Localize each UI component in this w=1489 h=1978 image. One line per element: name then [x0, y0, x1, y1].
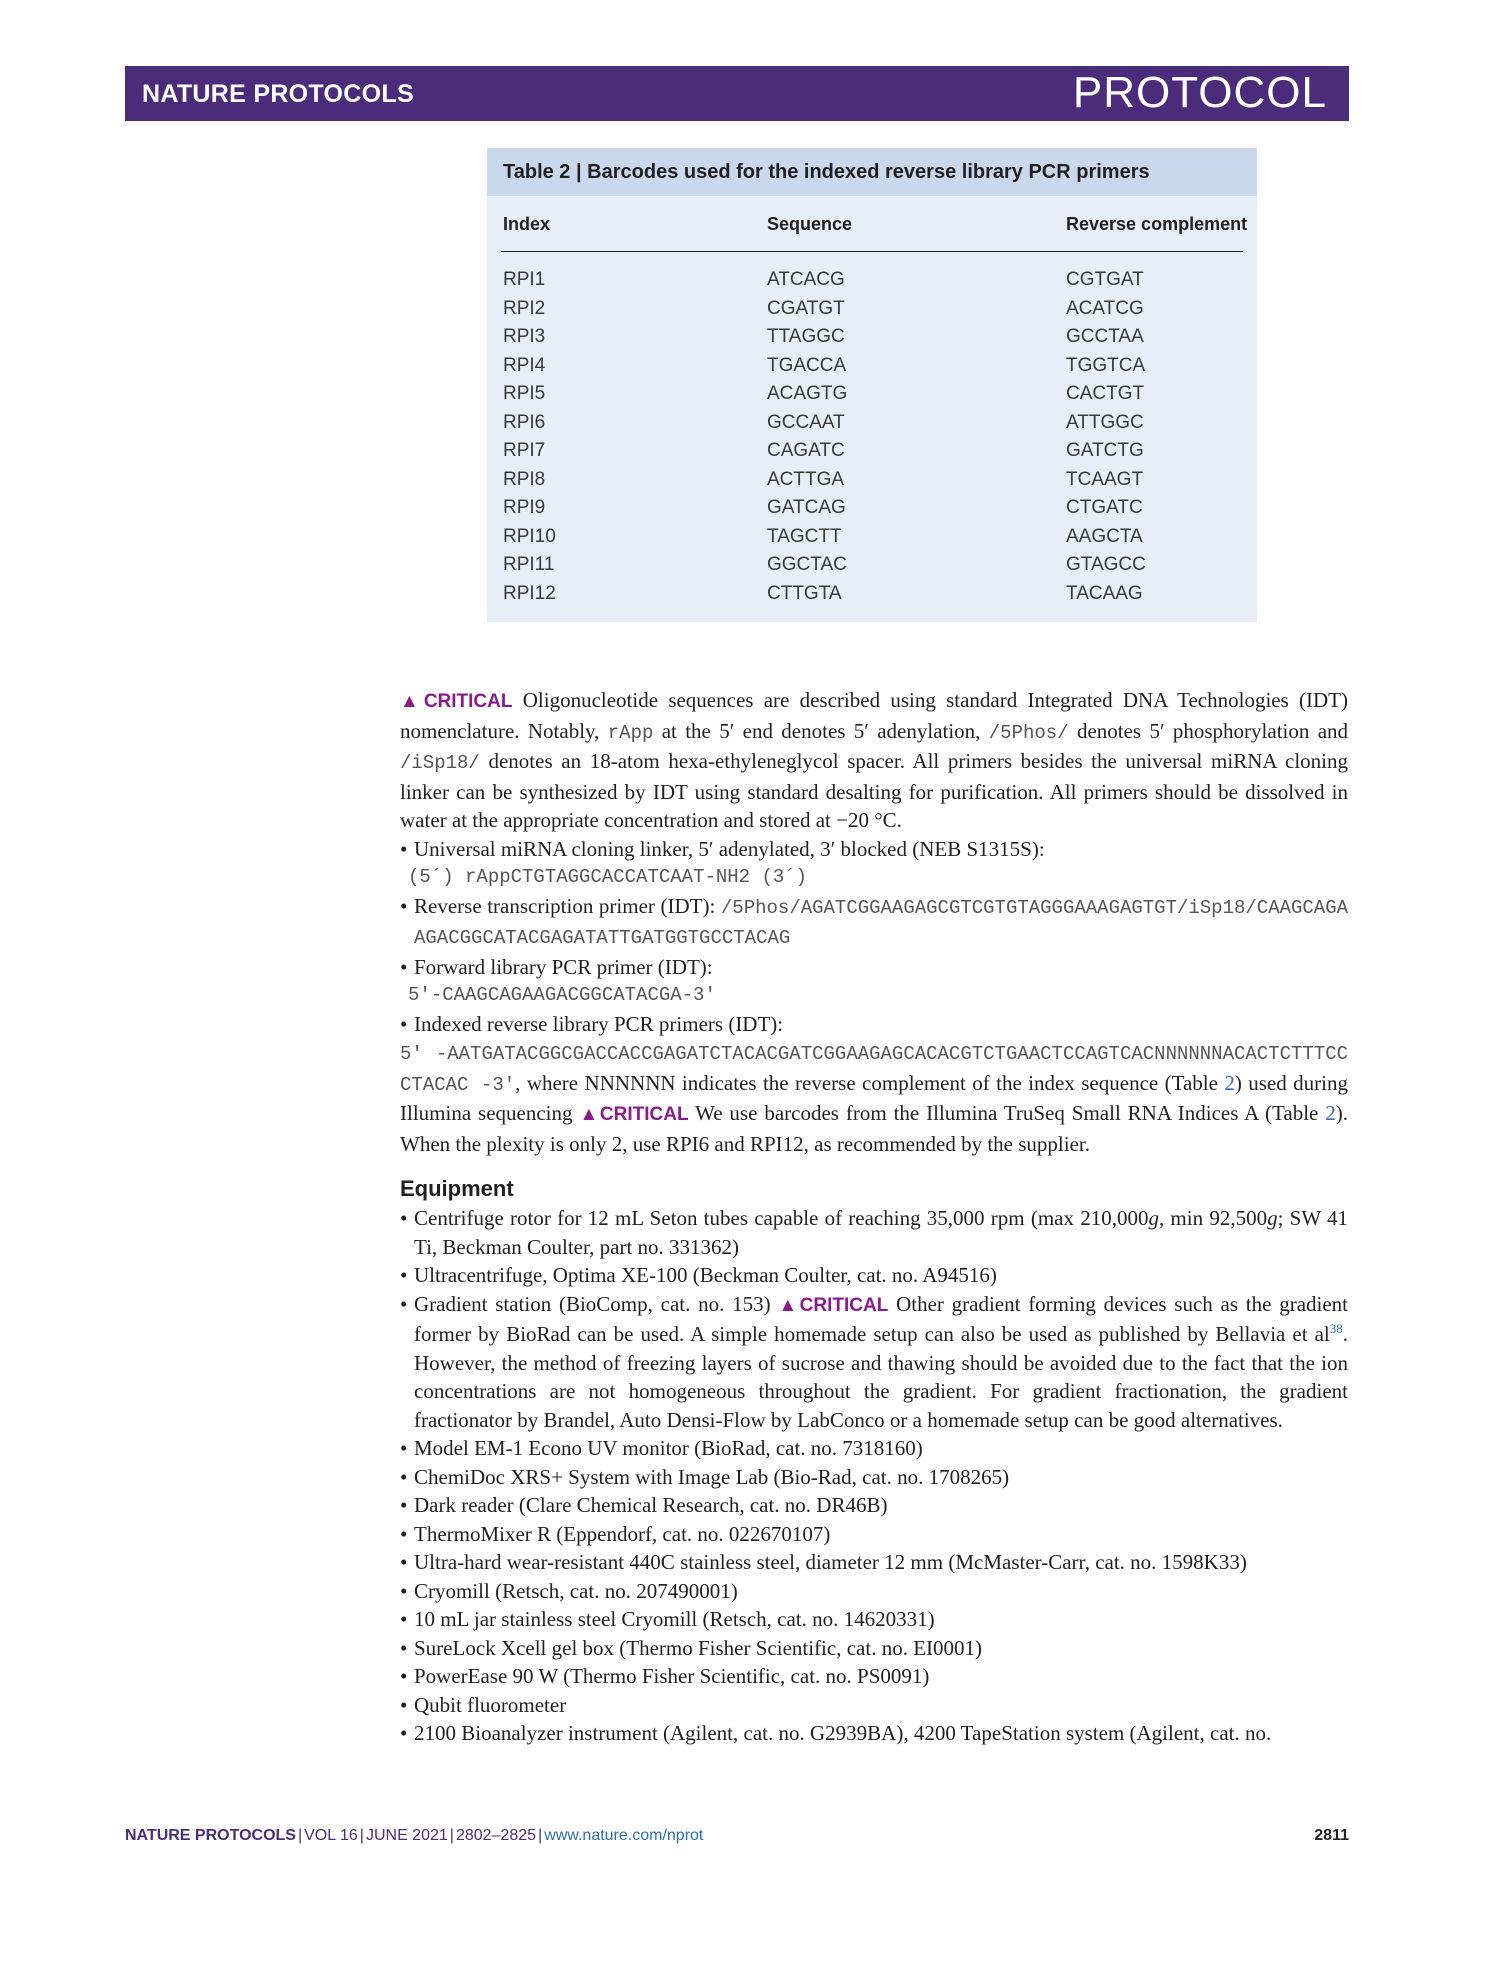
text-run: denotes an 18-atom hexa-ethyleneglycol spacer. All primers besides the universal miRNA cloning linker can be synthesized by IDT using standard desalting for purification. All primers should be dissolved in water at the appropriate concentration and stored at −20 °C.	[400, 749, 1348, 832]
cell-index: RPI10	[503, 525, 556, 547]
bullet-icon: •	[400, 1521, 408, 1546]
text-run: ). When the plexity is only 2, use RPI6 and RPI12, as recommended by the supplier.	[400, 1101, 1349, 1156]
list-item	[400, 1290, 1348, 1435]
table-reference-link[interactable]: 2	[1224, 1070, 1235, 1095]
code-5phos: /5Phos/	[988, 721, 1069, 744]
list-item	[400, 1491, 1348, 1520]
table-row	[487, 583, 1257, 612]
bullet-icon: •	[400, 954, 408, 979]
text-run: Universal miRNA cloning linker, 5′ adenylated, 3′ blocked (NEB S1315S):	[414, 836, 1045, 861]
bullet-icon: •	[400, 1692, 408, 1717]
sequence-linker: (5´) rAppCTGTAGGCACCATCAAT-NH2 (3´)	[408, 866, 808, 888]
cell-index: RPI5	[503, 383, 546, 404]
sequence-rt-primer: /5Phos/AGATCGGAAGAGCGTCGTGTAGGGAAAGAGTGT/iSp18/CAAGCAGAAGACGGCATACGAGATATTGATGGTGCCTACAG	[414, 896, 1349, 949]
bullet-icon: •	[400, 1436, 408, 1460]
sequence-forward-primer: 5'-CAAGCAGAAGACGGCATACGA-3'	[408, 984, 716, 1006]
text-run: ) used during Illumina sequencing	[400, 1070, 1348, 1125]
sequence-indexed-primer: 5′ -AATGATACGGCGACCACCGAGATCTACACGATCGGAAGAGCACACGTCTGAACTCCAGTCACNNNNNNACACTCTTTCCCTACAC -3′	[400, 1043, 1348, 1096]
cell-reverse-complement: GTAGCC	[1066, 554, 1146, 575]
table-reference-link[interactable]: 2	[1325, 1101, 1336, 1125]
footer-journal: NATURE PROTOCOLS	[125, 1827, 296, 1844]
list-item	[400, 1691, 1348, 1720]
table-row	[487, 554, 1257, 583]
cell-sequence: TAGCTT	[767, 525, 842, 547]
cell-index: RPI7	[503, 440, 546, 461]
cell-sequence: CGATGT	[767, 297, 845, 319]
text-run: Ultra-hard wear-resistant 440C stainless steel, diameter 12 mm (McMaster-Carr, cat. no. 1598K33)	[414, 1550, 1247, 1574]
cell-index: RPI3	[503, 326, 546, 347]
cell-sequence: GGCTAC	[767, 554, 847, 575]
table-row	[487, 298, 1257, 327]
critical-label: ▲CRITICAL	[778, 1294, 889, 1316]
cell-reverse-complement: ATTGGC	[1066, 411, 1144, 433]
list-item	[400, 835, 1348, 864]
bullet-icon: •	[400, 1291, 408, 1316]
table-row	[487, 526, 1257, 555]
list-item	[400, 1719, 1348, 1748]
footer-separator: |	[449, 1827, 454, 1844]
equipment-heading: Equipment	[400, 1176, 514, 1201]
cell-index: RPI4	[503, 354, 546, 376]
text-run: Centrifuge rotor for 12 mL Seton tubes capable of reaching 35,000 rpm (max 210,000	[414, 1206, 1149, 1230]
list-item	[400, 1010, 1348, 1039]
critical-label: ▲CRITICAL	[400, 691, 513, 712]
text-run: , where NNNNNN indicates the reverse complement of the index sequence (Table	[515, 1070, 1218, 1095]
table-row	[487, 440, 1257, 469]
list-item	[400, 1261, 1348, 1290]
cell-index: RPI9	[503, 497, 546, 518]
text-run: Gradient station (BioComp, cat. no. 153)	[414, 1291, 771, 1316]
text-run: We use barcodes from the Illumina TruSeq Small RNA Indices A (Table	[695, 1101, 1319, 1125]
bullet-icon: •	[400, 1721, 408, 1745]
text-run: Qubit fluorometer	[414, 1692, 567, 1717]
page-footer	[125, 1827, 1349, 1845]
cell-reverse-complement: TGGTCA	[1066, 354, 1146, 376]
cell-sequence: TGACCA	[767, 354, 847, 376]
footer-separator: |	[359, 1827, 364, 1844]
list-item	[400, 1605, 1348, 1634]
text-run: PowerEase 90 W (Thermo Fisher Scientific, cat. no. PS0091)	[414, 1664, 930, 1688]
code-rapp: rApp	[607, 721, 654, 744]
cell-reverse-complement: TACAAG	[1066, 582, 1143, 604]
footer-volume: VOL 16	[304, 1827, 358, 1844]
text-run: Model EM-1 Econo UV monitor (BioRad, cat. no. 7318160)	[414, 1436, 923, 1460]
italic-g: g	[1148, 1206, 1159, 1230]
bullet-icon: •	[400, 1206, 408, 1230]
text-run: , min 92,500	[1158, 1206, 1268, 1230]
table-body	[487, 269, 1257, 611]
table-row	[487, 469, 1257, 498]
cell-index: RPI2	[503, 297, 546, 319]
reagents-section	[400, 686, 1348, 1748]
text-run: ChemiDoc XRS+ System with Image Lab (Bio-Rad, cat. no. 1708265)	[414, 1464, 1010, 1489]
cell-reverse-complement: AAGCTA	[1066, 525, 1143, 547]
table-header-rule	[501, 251, 1243, 252]
table-row	[487, 412, 1257, 441]
table-row	[487, 326, 1257, 355]
cell-sequence: ATCACG	[767, 269, 845, 290]
text-run: SureLock Xcell gel box (Thermo Fisher Scientific, cat. no. EI0001)	[414, 1635, 983, 1660]
text-run: Forward library PCR primer (IDT):	[414, 954, 713, 979]
cell-reverse-complement: GATCTG	[1066, 440, 1144, 461]
table-label: Table 2	[503, 161, 571, 183]
bullet-icon: •	[400, 1635, 408, 1660]
bullet-icon: •	[400, 1578, 408, 1603]
text-run: denotes 5′ phosphorylation and	[1076, 718, 1349, 743]
text-run: ; SW 41 Ti, Beckman Coulter, part no. 331362)	[414, 1206, 1348, 1259]
reference-38-link[interactable]: 38	[1329, 1321, 1343, 1336]
text-run: Oligonucleotide sequences are described using standard Integrated DNA Technologies (IDT) nomenclature. Notably,	[400, 688, 1349, 743]
journal-name: NATURE PROTOCOLS	[142, 80, 414, 108]
critical-paragraph	[400, 686, 1348, 835]
footer-pages: 2802–2825	[455, 1827, 537, 1844]
cell-sequence: CTTGTA	[767, 582, 842, 604]
cell-reverse-complement: CTGATC	[1066, 497, 1143, 518]
cell-reverse-complement: CGTGAT	[1066, 269, 1144, 290]
text-run: at the 5′ end denotes 5′ adenylation,	[661, 718, 981, 743]
table-caption-separator: |	[576, 161, 582, 183]
table-row	[487, 269, 1257, 298]
cell-sequence: ACAGTG	[767, 383, 848, 404]
list-item	[400, 1634, 1348, 1663]
cell-sequence: GCCAAT	[767, 411, 845, 433]
bullet-icon: •	[400, 1550, 408, 1574]
list-item	[400, 1520, 1348, 1549]
text-run: Dark reader (Clare Chemical Research, cat. no. DR46B)	[414, 1493, 888, 1517]
footer-date: JUNE 2021	[365, 1827, 448, 1844]
indexed-primer-paragraph	[400, 1038, 1348, 1158]
bullet-icon: •	[400, 1263, 408, 1287]
italic-g: g	[1267, 1206, 1278, 1230]
table-row	[487, 355, 1257, 384]
table-row	[487, 497, 1257, 526]
list-item	[400, 1463, 1348, 1492]
bullet-icon: •	[400, 893, 408, 918]
text-run: Indexed reverse library PCR primers (IDT):	[414, 1011, 784, 1036]
list-item	[400, 1434, 1348, 1463]
bullet-icon: •	[400, 1493, 408, 1517]
cell-reverse-complement: CACTGT	[1066, 383, 1145, 404]
cell-index: RPI12	[503, 582, 556, 604]
cell-reverse-complement: GCCTAA	[1066, 326, 1144, 347]
text-run: Reverse transcription primer (IDT):	[414, 893, 716, 918]
bullet-icon: •	[400, 1607, 408, 1631]
bullet-icon: •	[400, 1664, 408, 1688]
text-run: Other gradient forming devices such as the gradient former by BioRad can be used. A simple homemade setup can also be used as published by Bellavia et al	[414, 1291, 1349, 1346]
cell-reverse-complement: TCAAGT	[1066, 468, 1144, 490]
cell-index: RPI1	[503, 269, 546, 290]
critical-label: ▲CRITICAL	[579, 1104, 689, 1125]
cell-sequence: ACTTGA	[767, 468, 845, 490]
table-title: Barcodes used for the indexed reverse library PCR primers	[587, 161, 1150, 183]
table-caption	[487, 148, 1257, 196]
list-item	[400, 892, 1348, 953]
list-item	[400, 1204, 1348, 1261]
cell-index: RPI11	[503, 554, 555, 575]
code-isp18: /iSp18/	[400, 752, 480, 774]
cell-sequence: GATCAG	[767, 497, 846, 518]
bullet-icon: •	[400, 836, 408, 861]
cell-sequence: CAGATC	[767, 440, 845, 461]
cell-index: RPI6	[503, 411, 546, 433]
column-header-index: Index	[503, 214, 551, 234]
column-header-sequence: Sequence	[767, 214, 853, 234]
bullet-icon: •	[400, 1464, 408, 1489]
text-run: Cryomill (Retsch, cat. no. 207490001)	[414, 1578, 738, 1603]
footer-url-link[interactable]: www.nature.com/nprot	[544, 1827, 704, 1844]
cell-index: RPI8	[503, 468, 546, 490]
article-type: PROTOCOL	[1072, 68, 1327, 117]
text-run: 10 mL jar stainless steel Cryomill (Retsch, cat. no. 14620331)	[414, 1607, 935, 1631]
footer-separator: |	[538, 1827, 543, 1844]
cell-reverse-complement: ACATCG	[1066, 297, 1144, 319]
list-item	[400, 1548, 1348, 1577]
text-run: . However, the method of freezing layers of sucrose and thawing should be avoided due to the fact that the ion concentrations are not homogeneous throughout the gradient. For gradient fractionation, the gradient fractionator by Brandel, Auto Densi-Flow by LabConco or a homemade setup can be good alternatives.	[414, 1322, 1348, 1432]
page-number: 2811	[1314, 1827, 1349, 1844]
barcode-table	[487, 148, 1257, 622]
bullet-icon: •	[400, 1011, 408, 1036]
footer-separator: |	[297, 1827, 303, 1844]
list-item	[400, 1577, 1348, 1606]
text-run: ThermoMixer R (Eppendorf, cat. no. 022670107)	[414, 1521, 831, 1546]
header-bar	[125, 66, 1349, 121]
list-item	[400, 1662, 1348, 1691]
table-row	[487, 383, 1257, 412]
text-run: 2100 Bioanalyzer instrument (Agilent, cat. no. G2939BA), 4200 TapeStation system (Agilent, cat. no.	[414, 1721, 1272, 1745]
cell-sequence: TTAGGC	[767, 326, 845, 347]
column-header-reverse-complement: Reverse complement	[1066, 214, 1248, 234]
list-item	[400, 953, 1348, 982]
text-run: Ultracentrifuge, Optima XE-100 (Beckman Coulter, cat. no. A94516)	[414, 1263, 997, 1287]
